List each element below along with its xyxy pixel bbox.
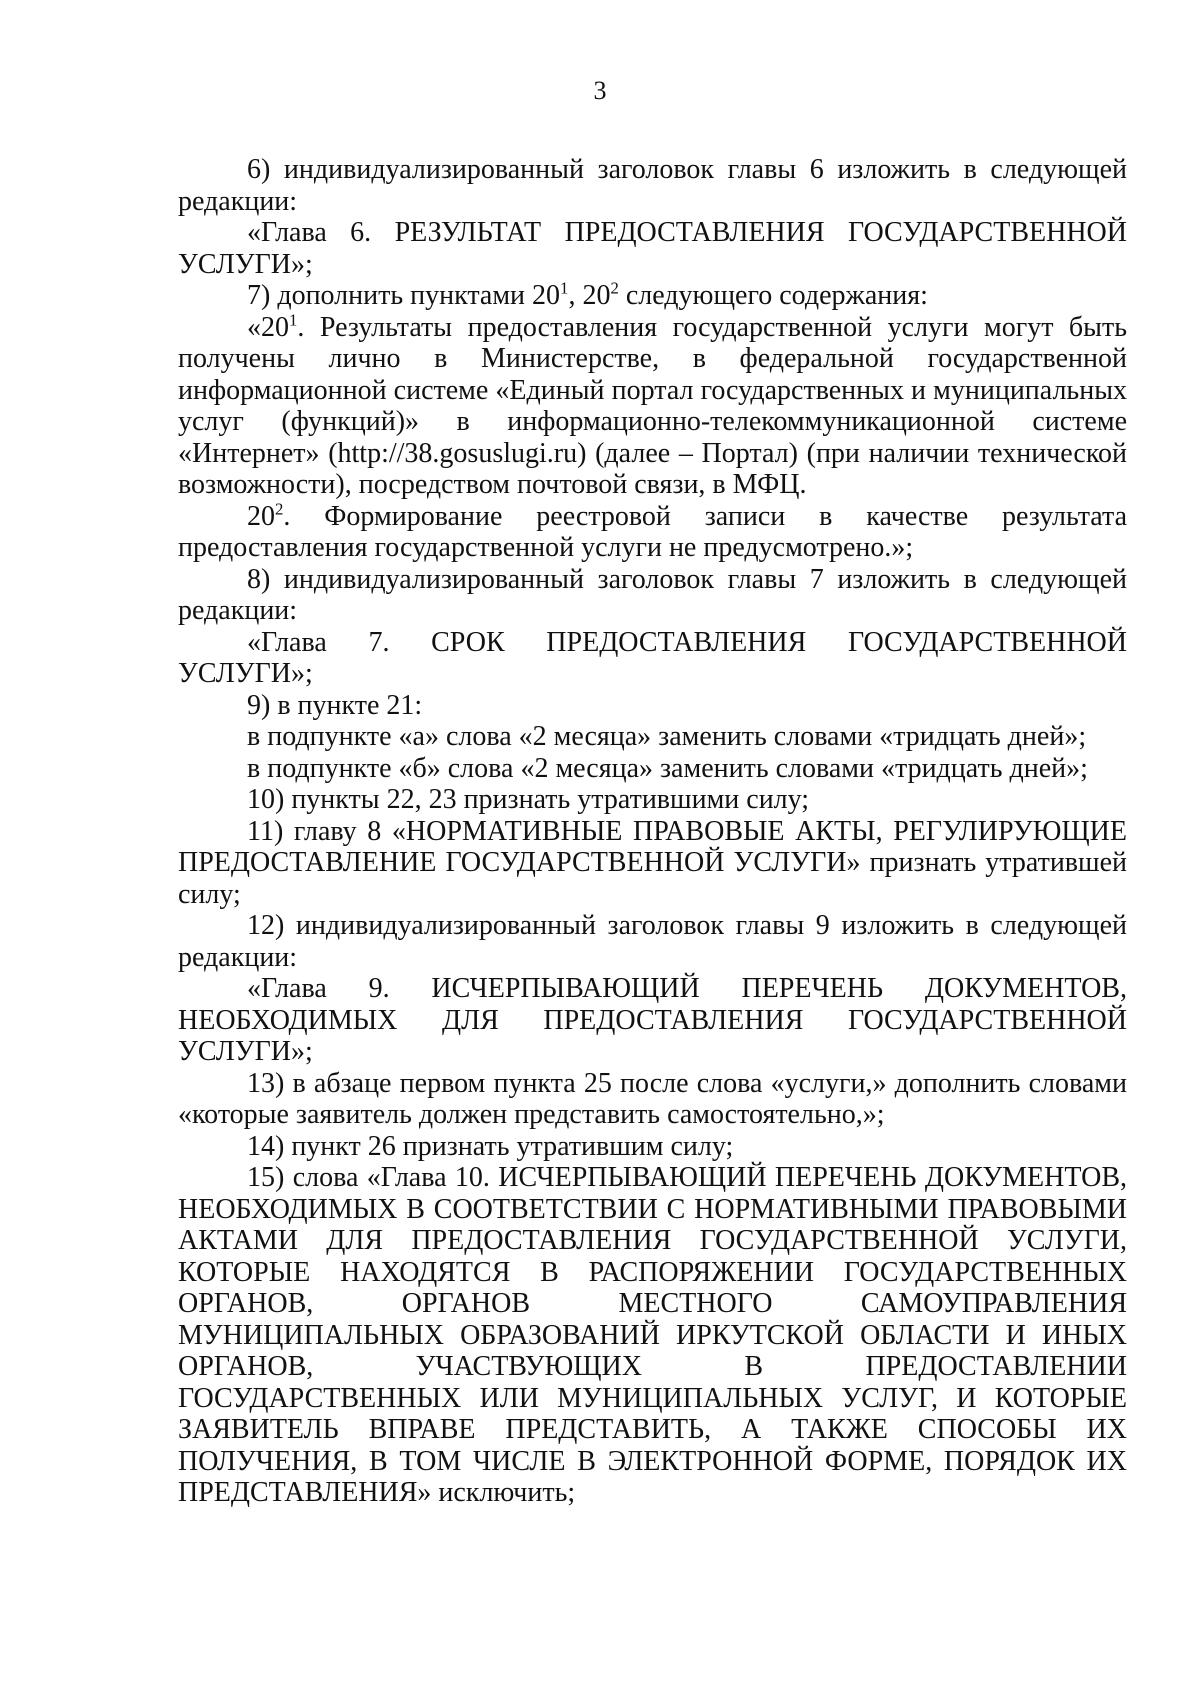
text-run: 20 [247,500,275,532]
superscript: 2 [610,278,619,298]
superscript: 1 [560,278,569,298]
chapter-9-heading-text: «Глава 9. ИСЧЕРПЫВАЮЩИЙ ПЕРЕЧЕНЬ ДОКУМЕНТОВ, НЕОБХОДИМЫХ ДЛЯ ПРЕДОСТАВЛЕНИЯ ГОСУДАРСТВЕННОЙ УСЛУГИ»; [178,973,1127,1067]
document-body [178,154,1127,1509]
paragraph-item-9: 9) в пункте 21: [247,689,423,721]
superscript: 1 [289,310,298,330]
clause-20-1 [178,312,1127,501]
paragraph-item-10: 10) пункты 22, 23 признать утратившими силу; [247,784,810,815]
paragraph-item-11: 11) главу 8 «НОРМАТИВНЫЕ ПРАВОВЫЕ АКТЫ, РЕГУЛИРУЮЩИЕ ПРЕДОСТАВЛЕНИЕ ГОСУДАРСТВЕННОЙ УСЛУГИ» признать утратившей силу; [178,815,1127,910]
text-run: «20 [247,311,289,343]
paragraph-item-14: 14) пункт 26 признать утратившим силу; [247,1130,734,1162]
text-run: . Результаты предоставления государственной услуги могут быть получены лично в Министерстве, в федеральной государственной информационной системе «Единый портал государственных и муниципальных услуг (функций)» в информационно-телекоммуникационной системе «Интернет» (http://38.gosuslugi.ru) (далее – Портал) (при наличии технической возможности), посредством почтовой связи, в МФЦ. [178,311,1127,500]
chapter-6-heading-text: «Глава 6. РЕЗУЛЬТАТ ПРЕДОСТАВЛЕНИЯ ГОСУДАРСТВЕННОЙ УСЛУГИ»; [178,217,1127,280]
superscript: 2 [275,499,284,519]
page-number: 3 [593,76,607,105]
text-run: , 20 [568,280,611,311]
text-run: следующего содержания: [618,280,928,311]
paragraph-item-13: 13) в абзаце первом пункта 25 после слова «услуги,» дополнить словами «которые заявитель должен представить самостоятельно,»; [178,1067,1127,1130]
paragraph-item-6: 6) индивидуализированный заголовок главы 6 изложить в следующей редакции: [178,154,1127,217]
text-run: 7) дополнить пунктами 20 [247,280,561,311]
subitem-b: в подпункте «б» слова «2 месяца» заменить словами «тридцать дней»; [247,752,1088,784]
paragraph-item-8: 8) индивидуализированный заголовок главы 7 изложить в следующей редакции: [178,563,1127,626]
subitem-a: в подпункте «а» слова «2 месяца» заменить словами «тридцать дней»; [247,721,1087,752]
paragraph-item-12: 12) индивидуализированный заголовок главы 9 изложить в следующей редакции: [178,910,1127,973]
text-run: . Формирование реестровой записи в качестве результата предоставления государственной услуги не предусмотрено.»; [178,500,1127,563]
clause-20-2 [178,501,1127,564]
paragraph-item-7 [178,280,1127,312]
chapter-7-heading-text: «Глава 7. СРОК ПРЕДОСТАВЛЕНИЯ ГОСУДАРСТВЕННОЙ УСЛУГИ»; [178,626,1127,689]
paragraph-item-15: 15) слова «Глава 10. ИСЧЕРПЫВАЮЩИЙ ПЕРЕЧЕНЬ ДОКУМЕНТОВ, НЕОБХОДИМЫХ В СООТВЕТСТВИИ С НОРМАТИВНЫМИ ПРАВОВЫМИ АКТАМИ ДЛЯ ПРЕДОСТАВЛЕНИЯ ГОСУДАРСТВЕННОЙ УСЛУГИ, КОТОРЫЕ НАХОДЯТСЯ В РАСПОРЯЖЕНИИ ГОСУДАРСТВЕННЫХ ОРГАНОВ, ОРГАНОВ МЕСТНОГО САМОУПРАВЛЕНИЯ МУНИЦИПАЛЬНЫХ ОБРАЗОВАНИЙ ИРКУТСКОЙ ОБЛАСТИ И ИНЫХ ОРГАНОВ, УЧАСТВУЮЩИХ В ПРЕДОСТАВЛЕНИИ ГОСУДАРСТВЕННЫХ ИЛИ МУНИЦИПАЛЬНЫХ УСЛУГ, И КОТОРЫЕ ЗАЯВИТЕЛЬ ВПРАВЕ ПРЕДСТАВИТЬ, А ТАКЖЕ СПОСОБЫ ИХ ПОЛУЧЕНИЯ, В ТОМ ЧИСЛЕ В ЭЛЕКТРОННОЙ ФОРМЕ, ПОРЯДОК ИХ ПРЕДСТАВЛЕНИЯ» исключить; [178,1162,1127,1508]
